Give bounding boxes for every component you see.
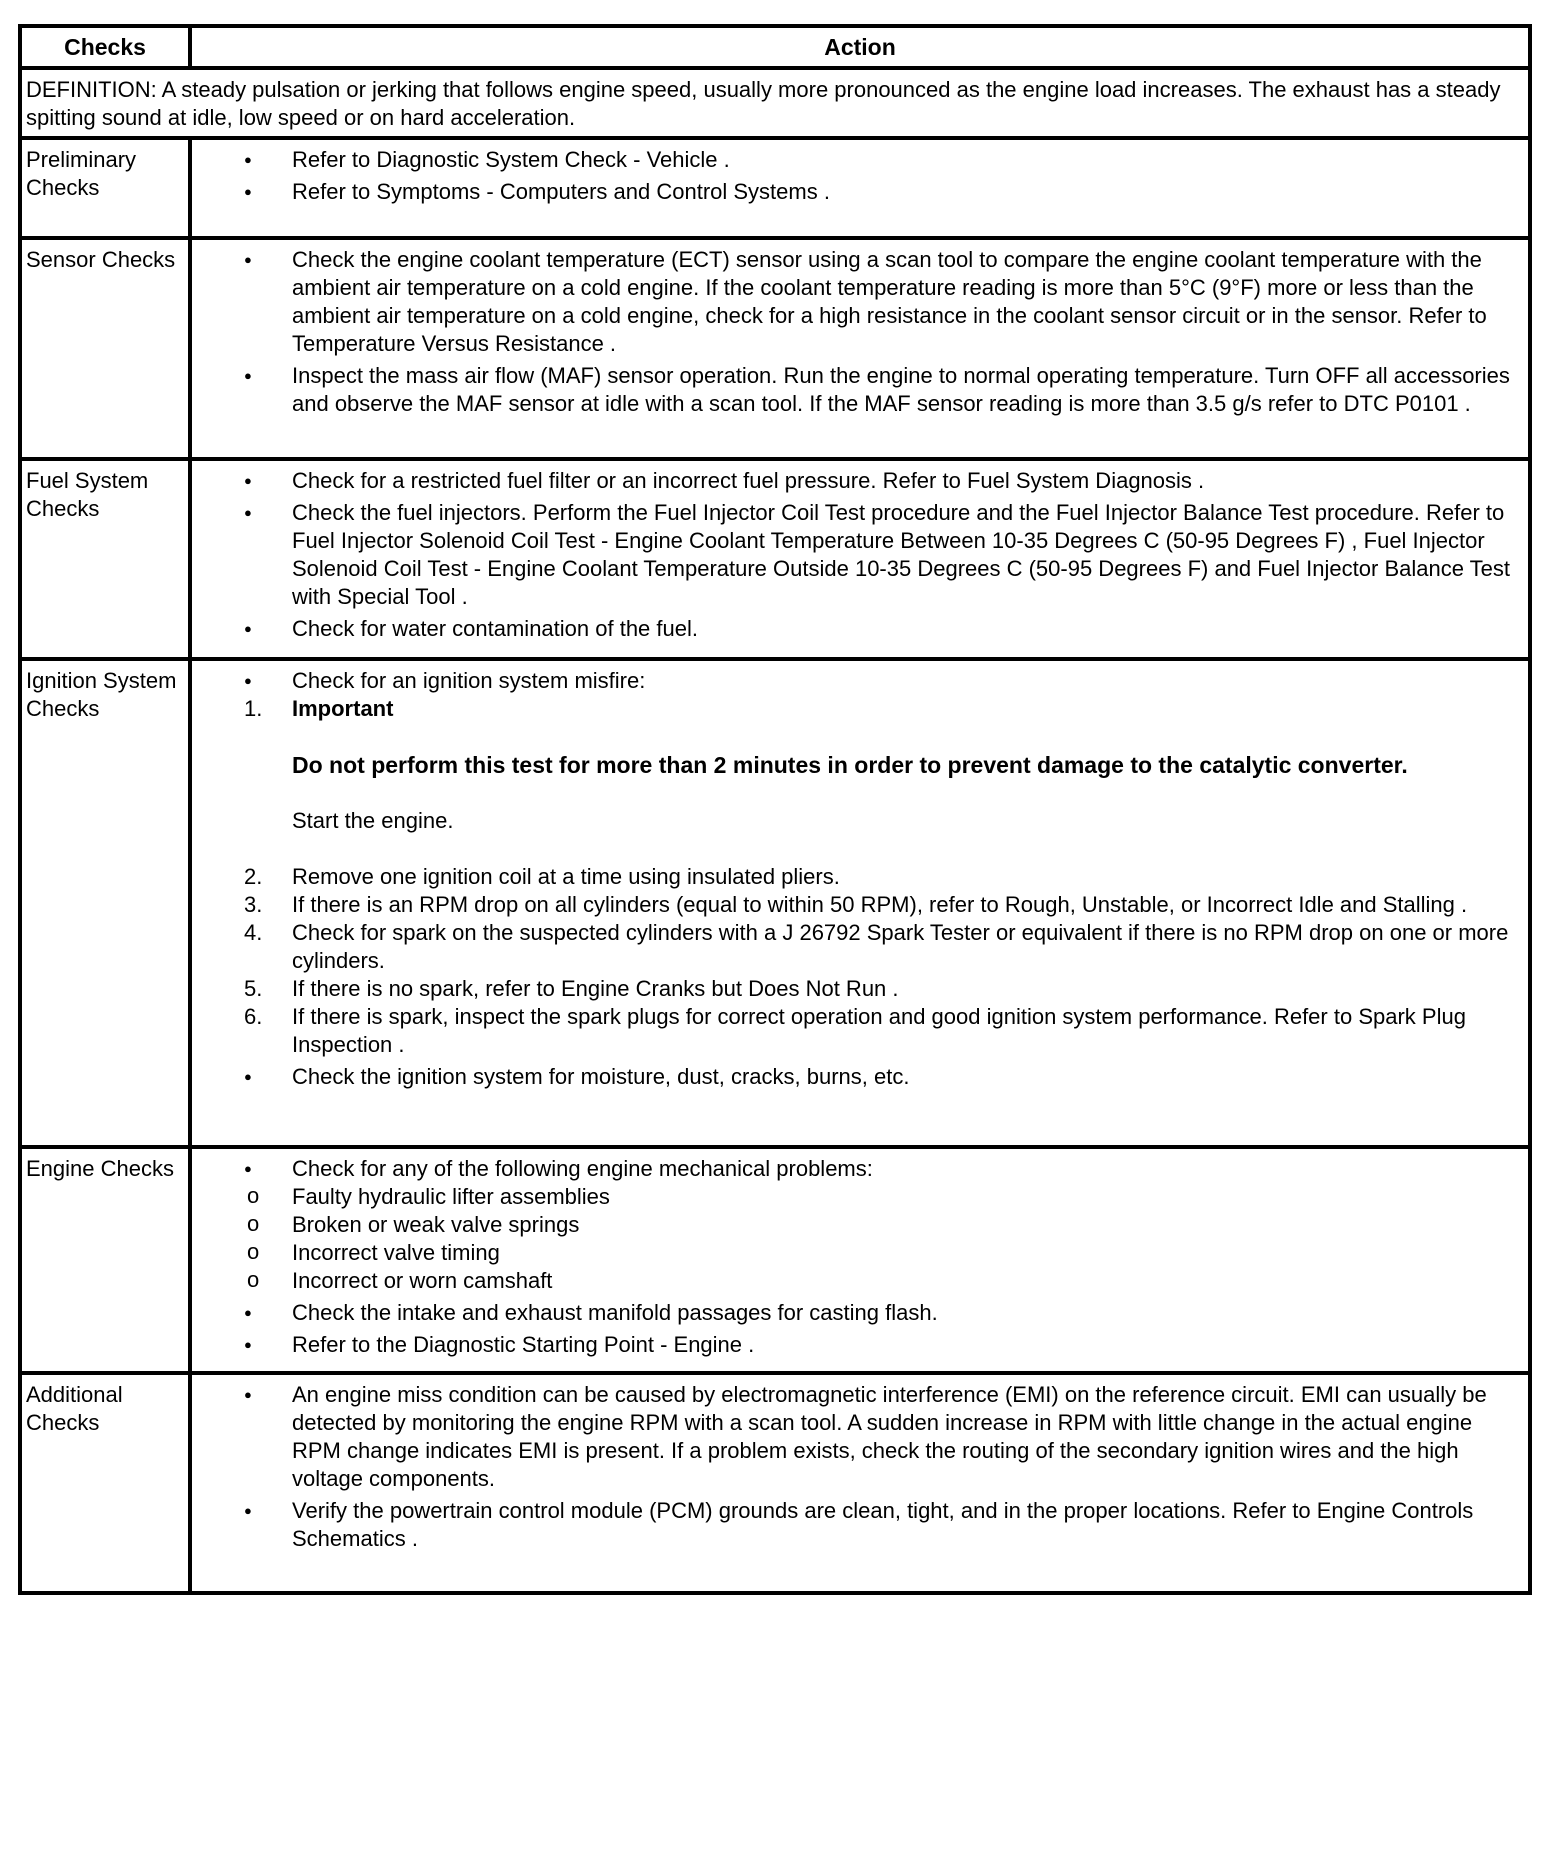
list-item: ● Refer to Diagnostic System Check - Vehicle . [192, 146, 1520, 174]
list-item: ● Check for water contamination of the fuel. [192, 615, 1520, 643]
action-sensor [190, 238, 1530, 459]
check-sensor: Sensor Checks [20, 238, 190, 459]
row-additional [20, 1373, 1530, 1593]
step-text: If there is an RPM drop on all cylinders (equal to within 50 RPM), refer to Rough, Unstable, or Incorrect Idle and Stalling . [292, 892, 1468, 917]
definition-row [20, 68, 1530, 138]
step-3 [192, 891, 1520, 919]
step-1-action: Start the engine. [292, 808, 454, 833]
step-6 [192, 1003, 1520, 1059]
sub-item: o Incorrect valve timing [192, 1239, 1520, 1267]
list-item: ● Check the fuel injectors. Perform the Fuel Injector Coil Test procedure and the Fuel Injector Balance Test procedure. Refer to Fuel Injector Solenoid Coil Test - Engine Coolant Temperature Between 10-35 Degrees C (50-95 Degrees F) , Fuel Injector Solenoid Coil Test - Engine Coolant Temperature Outside 10-35 Degrees C (50-95 Degrees F) and Fuel Injector Balance Test with Special Tool . [192, 499, 1520, 611]
step-number: 5. [244, 976, 263, 1001]
step-number: 3. [244, 892, 263, 917]
ignition-intro: Check for an ignition system misfire: [292, 668, 646, 693]
header-checks: Checks [20, 26, 190, 68]
important-label: Important [292, 696, 394, 721]
step-text: Remove one ignition coil at a time using insulated pliers. [292, 864, 840, 889]
step-5 [192, 975, 1520, 1003]
list-item [192, 1155, 1520, 1295]
header-action: Action [190, 26, 1530, 68]
list-item: ● Verify the powertrain control module (PCM) grounds are clean, tight, and in the proper locations. Refer to Engine Controls Schematics . [192, 1497, 1520, 1553]
step-text: Check for spark on the suspected cylinders with a J 26792 Spark Tester or equivalent if there is no RPM drop on one or more cylinders. [292, 920, 1509, 973]
list-item: ● Check the engine coolant temperature (ECT) sensor using a scan tool to compare the engine coolant temperature with the ambient air temperature on a cold engine. If the coolant temperature reading is more than 5°C (9°F) more or less than the ambient air temperature on a cold engine, check for a high resistance in the coolant sensor circuit or in the sensor. Refer to Temperature Versus Resistance . [192, 246, 1520, 358]
sub-item: o Faulty hydraulic lifter assemblies [192, 1183, 1520, 1211]
check-preliminary: Preliminary Checks [20, 138, 190, 238]
header-row [20, 26, 1530, 68]
row-ignition [20, 659, 1530, 1147]
step-number: 1. [244, 696, 263, 721]
check-engine: Engine Checks [20, 1147, 190, 1373]
action-ignition [190, 659, 1530, 1147]
definition-text: DEFINITION: A steady pulsation or jerking that follows engine speed, usually more pronounced as the engine load increases. The exhaust has a steady spitting sound at idle, low speed or on hard acceleration. [20, 68, 1530, 138]
check-fuel: Fuel System Checks [20, 459, 190, 659]
list-item: ● Check for a restricted fuel filter or an incorrect fuel pressure. Refer to Fuel System Diagnosis . [192, 467, 1520, 495]
row-sensor [20, 238, 1530, 459]
row-engine [20, 1147, 1530, 1373]
row-fuel [20, 459, 1530, 659]
step-number: 4. [244, 920, 263, 945]
step-2 [192, 863, 1520, 891]
engine-intro: Check for any of the following engine mechanical problems: [292, 1156, 873, 1181]
check-ignition: Ignition System Checks [20, 659, 190, 1147]
diagnostic-table [18, 24, 1532, 1595]
sub-item: o Broken or weak valve springs [192, 1211, 1520, 1239]
action-additional [190, 1373, 1530, 1593]
step-text: If there is no spark, refer to Engine Cranks but Does Not Run . [292, 976, 899, 1001]
action-preliminary [190, 138, 1530, 238]
row-preliminary [20, 138, 1530, 238]
diagnostic-table-page [18, 24, 1532, 1595]
list-item: ● Check the ignition system for moisture, dust, cracks, burns, etc. [192, 1063, 1520, 1091]
step-number: 6. [244, 1004, 263, 1029]
list-item [192, 667, 1520, 1059]
step-number: 2. [244, 864, 263, 889]
step-1 [192, 695, 1520, 863]
list-item: ● Inspect the mass air flow (MAF) sensor operation. Run the engine to normal operating temperature. Turn OFF all accessories and observe the MAF sensor at idle with a scan tool. If the MAF sensor reading is more than 3.5 g/s refer to DTC P0101 . [192, 362, 1520, 418]
important-warning: Do not perform this test for more than 2 minutes in order to prevent damage to the catalytic converter. [292, 752, 1408, 778]
list-item: ● Refer to the Diagnostic Starting Point - Engine . [192, 1331, 1520, 1359]
step-4 [192, 919, 1520, 975]
action-engine [190, 1147, 1530, 1373]
list-item: ● Check the intake and exhaust manifold passages for casting flash. [192, 1299, 1520, 1327]
list-item: ● Refer to Symptoms - Computers and Control Systems . [192, 178, 1520, 206]
action-fuel [190, 459, 1530, 659]
list-item: ● An engine miss condition can be caused by electromagnetic interference (EMI) on the reference circuit. EMI can usually be detected by monitoring the engine RPM with a scan tool. A sudden increase in RPM with little change in the actual engine RPM change indicates EMI is present. If a problem exists, check the routing of the secondary ignition wires and the high voltage components. [192, 1381, 1520, 1493]
sub-item: o Incorrect or worn camshaft [192, 1267, 1520, 1295]
check-additional: Additional Checks [20, 1373, 190, 1593]
step-text: If there is spark, inspect the spark plugs for correct operation and good ignition system performance. Refer to Spark Plug Inspection . [292, 1004, 1466, 1057]
